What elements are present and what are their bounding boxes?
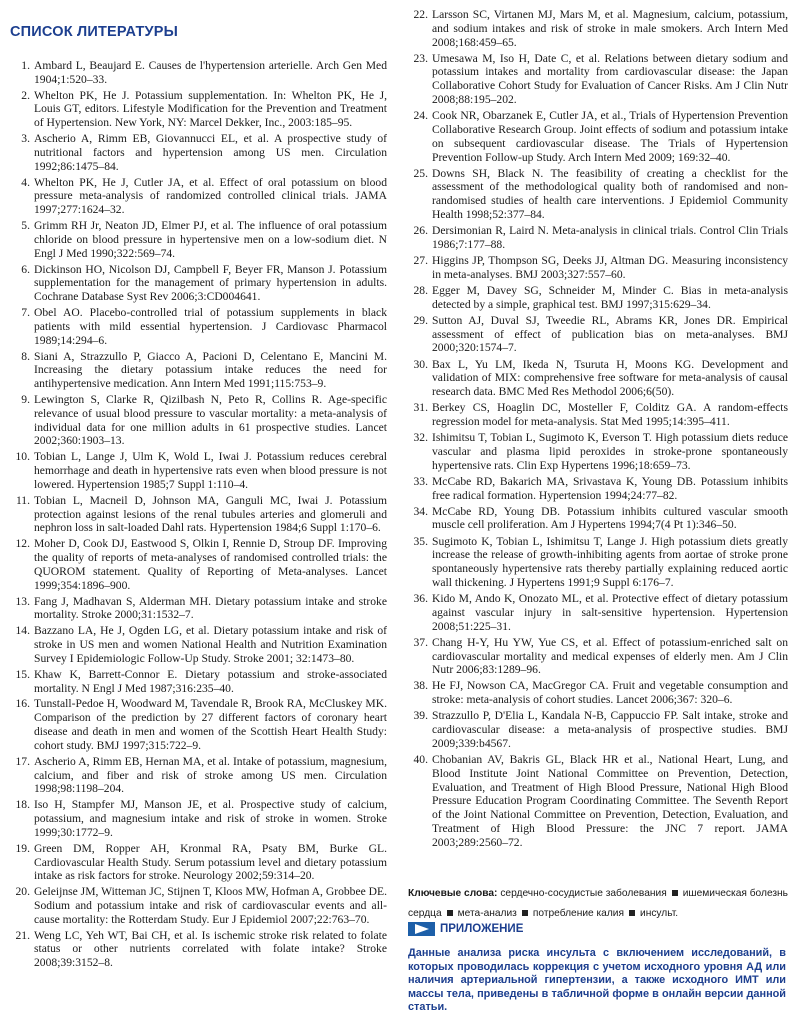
reference-number: 8. xyxy=(21,349,30,363)
reference-text: Iso H, Stampfer MJ, Manson JE, et al. Prospective study of calcium, potassium, and magnesium intake and risk of stroke in women. Stroke 1999;30:1772–9. xyxy=(34,798,387,839)
reference-item xyxy=(408,505,788,533)
left-column xyxy=(10,24,387,972)
reference-text: Green DM, Ropper AH, Kronmal RA, Psaty BM, Burke GL. Cardiovascular Health Study. Serum potassium level and dietary potassium intake as risk factors for stroke. Neurology 2002;59:314–20. xyxy=(34,841,387,883)
reference-text: Whelton PK, He J, Cutler JA, et al. Effect of oral potassium on blood pressure meta-analysis of randomized controlled clinical trials. JAMA 1997;277:1624–32. xyxy=(34,175,387,217)
reference-item xyxy=(10,595,387,623)
reference-number: 35. xyxy=(413,534,428,548)
reference-number: 19. xyxy=(15,841,30,855)
reference-text: Fang J, Madhavan S, Alderman MH. Dietary potassium intake and stroke mortality. Stroke 2000;31:1532–7. xyxy=(34,594,387,622)
reference-text: Strazzullo P, D'Elia L, Kandala N-B, Cappuccio FP. Salt intake, stroke and cardiovascular disease: a meta-analysis of prospective studies. BMJ 2009;339:b4567. xyxy=(432,709,788,750)
square-bullet-icon xyxy=(522,910,528,916)
reference-item xyxy=(408,8,788,49)
keywords-block xyxy=(408,884,790,924)
references-heading: СПИСОК ЛИТЕРАТУРЫ xyxy=(10,24,178,40)
reference-number: 22. xyxy=(413,8,428,21)
reference-text: Tobian L, Lange J, Ulm K, Wold L, Iwai J. Potassium reduces cerebral hemorrhage and death in hypertensive rats even when blood pressure is not lowered. Hypertension 1985;7 Suppl 1:110–4. xyxy=(34,450,387,491)
reference-item xyxy=(408,753,788,850)
reference-text: Ascherio A, Rimm EB, Giovannucci EL, et al. A prospective study of nutritional factors and hypertension among US men. Circulation 1992;86:1475–84. xyxy=(34,132,387,173)
reference-number: 34. xyxy=(413,504,428,518)
reference-item xyxy=(408,284,788,312)
reference-item xyxy=(10,132,387,173)
keyword: мета-анализ xyxy=(457,908,517,919)
reference-text: He FJ, Nowson CA, MacGregor CA. Fruit and vegetable consumption and stroke: meta-analysis of cohort studies. Lancet 2006;367: 320–6. xyxy=(432,679,788,707)
reference-number: 3. xyxy=(21,132,30,146)
reference-number: 31. xyxy=(413,401,428,415)
reference-item xyxy=(408,709,788,750)
reference-item xyxy=(408,679,788,707)
reference-text: McCabe RD, Young DB. Potassium inhibits cultured vascular smooth muscle cell proliferation. Am J Hypertens 1994;7(4 Pt 1):346–50. xyxy=(432,504,788,532)
keyword: ишемическая болезнь сердца xyxy=(408,888,788,919)
reference-text: Dickinson HO, Nicolson DJ, Campbell F, Beyer FR, Manson J. Potassium supplementation for the management of primary hypertension in adults. Cochrane Database Syst Rev 2006;3:CD004641. xyxy=(34,262,387,304)
reference-item xyxy=(408,358,788,399)
square-bullet-icon xyxy=(629,910,635,916)
reference-item xyxy=(408,592,788,633)
reference-text: Downs SH, Black N. The feasibility of creating a checklist for the assessment of the methodological quality both of randomised and non-randomised studies of health care interventions. J Epidemiol Community Health 1998;52:377–84. xyxy=(432,166,788,222)
reference-text: McCabe RD, Bakarich MA, Srivastava K, Young DB. Potassium inhibits free radical formation. Hypertension 1994;24:77–82. xyxy=(432,474,788,502)
reference-text: Kido M, Ando K, Onozato ML, et al. Protective effect of dietary potassium against vascular injury in salt-sensitive hypertension. Hypertension 2008;51:225–31. xyxy=(432,592,788,633)
reference-number: 36. xyxy=(413,592,428,606)
reference-text: Khaw K, Barrett-Connor E. Dietary potassium and stroke-associated mortality. N Engl J Med 1987;316:235–40. xyxy=(34,667,387,695)
reference-text: Berkey CS, Hoaglin DC, Mosteller F, Colditz GA. A random-effects regression model for meta-analysis. Stat Med 1995;14:395–411. xyxy=(432,401,788,428)
reference-item xyxy=(10,842,387,883)
reference-text: Sutton AJ, Duval SJ, Tweedie RL, Abrams KR, Jones DR. Empirical assessment of effect of publication bias on meta-analyses. BMJ 2000;320:1574–7. xyxy=(432,313,788,355)
reference-number: 14. xyxy=(15,624,30,638)
reference-number: 5. xyxy=(21,219,30,233)
reference-text: Moher D, Cook DJ, Eastwood S, Olkin I, Rennie D, Stroup DF. Improving the quality of reports of meta-analyses of randomised controlled trials: the QUOROM statement. Quality of Reporting of Meta-analyses. Lancet 1999;354:1896–900. xyxy=(34,537,387,592)
reference-item xyxy=(10,89,387,130)
reference-item xyxy=(408,636,788,677)
reference-text: Cook NR, Obarzanek E, Cutler JA, et al., Trials of Hypertension Prevention Collaborative Research Group. Joint effects of sodium and potassium intake on subsequent cardiovascular disease. The Trials of Hypertension Prevention Follow-up Study. Arch Intern Med 2009; 169:32–40. xyxy=(432,109,788,164)
reference-item xyxy=(10,929,387,970)
reference-item xyxy=(408,431,788,472)
reference-number: 27. xyxy=(413,254,428,268)
reference-number: 26. xyxy=(413,224,428,238)
reference-number: 18. xyxy=(15,798,30,812)
appendix-header xyxy=(408,921,523,937)
reference-number: 2. xyxy=(21,88,30,102)
reference-number: 33. xyxy=(413,474,428,488)
reference-item xyxy=(10,494,387,535)
reference-number: 16. xyxy=(15,697,30,711)
appendix-label: ПРИЛОЖЕНИЕ xyxy=(440,923,524,935)
reference-item xyxy=(10,537,387,592)
reference-number: 12. xyxy=(15,537,30,551)
reference-list-left xyxy=(10,59,387,970)
reference-number: 1. xyxy=(21,59,30,72)
reference-text: Egger M, Davey SG, Schneider M, Minder C. Bias in meta-analysis detected by a simple, graphical test. BMJ 1997;315:629–34. xyxy=(432,283,788,311)
reference-item xyxy=(10,755,387,796)
reference-number: 13. xyxy=(15,594,30,608)
reference-item xyxy=(10,219,387,260)
arrow-right-icon xyxy=(408,922,435,936)
keyword: сердечно-сосудистые заболевания xyxy=(500,888,667,899)
reference-text: Tobian L, Macneil D, Johnson MA, Ganguli MC, Iwai J. Potassium protection against lesions of the renal tubules arteries and glomeruli and nephron loss in salt-loaded Dahl rats. Hypertension 1984;6 Suppl 1:170–6. xyxy=(34,493,387,535)
reference-number: 7. xyxy=(21,306,30,320)
reference-item xyxy=(10,306,387,347)
reference-item xyxy=(408,535,788,590)
reference-item xyxy=(10,263,387,304)
reference-number: 28. xyxy=(413,283,428,297)
reference-number: 39. xyxy=(413,709,428,723)
reference-number: 20. xyxy=(15,885,30,899)
reference-number: 23. xyxy=(413,51,428,65)
reference-item xyxy=(10,393,387,448)
reference-number: 37. xyxy=(413,635,428,649)
reference-number: 15. xyxy=(15,667,30,681)
appendix-text: Данные анализа риска инсульта с включением исследований, в которых проводилась коррекция с учетом исходного уровня АД или наличия артериальной гипертензии, а также исходного ИМТ или массы тела, приведены в табличной форме в онлайн версии данной статьи. xyxy=(408,947,786,1014)
reference-item xyxy=(10,697,387,752)
reference-number: 38. xyxy=(413,679,428,693)
reference-text: Bazzano LA, He J, Ogden LG, et al. Dietary potassium intake and risk of stroke in US men and women National Health and Nutrition Examination Survey I Epidemiologic Follow-Up Study. Stroke 2001; 32:1473–80. xyxy=(34,624,387,665)
reference-text: Geleijnse JM, Witteman JC, Stijnen T, Kloos MW, Hofman A, Grobbee DE. Sodium and potassium intake and risk of cardiovascular events and all-cause mortality: the Rotterdam Study. Eur J Epidemiol 2007;22:763–70. xyxy=(34,885,388,926)
keyword: инсульт. xyxy=(640,908,679,919)
reference-number: 24. xyxy=(413,109,428,123)
reference-text: Umesawa M, Iso H, Date C, et al. Relations between dietary sodium and potassium intakes and mortality from cardiovascular disease: the Japan Collaborative Cohort Study for Evaluation of Cancer Risks. Am J Clin Nutr 2008;88:195–202. xyxy=(432,51,788,107)
reference-text: Ambard L, Beaujard E. Causes de l'hypertension arterielle. Arch Gen Med 1904;1:520–33. xyxy=(34,59,387,86)
reference-number: 17. xyxy=(15,754,30,768)
reference-text: Ascherio A, Rimm EB, Hernan MA, et al. Intake of potassium, magnesium, calcium, and fiber and risk of stroke among US men. Circulation 1998;98:1198–204. xyxy=(34,754,387,796)
square-bullet-icon xyxy=(672,890,678,896)
reference-item xyxy=(408,167,788,222)
keyword: потребление калия xyxy=(532,908,624,919)
reference-item xyxy=(10,176,387,217)
reference-item xyxy=(10,885,387,926)
reference-item xyxy=(10,59,387,87)
reference-number: 9. xyxy=(21,393,30,407)
reference-item xyxy=(408,224,788,252)
keywords-label: Ключевые слова: xyxy=(408,888,498,899)
reference-number: 6. xyxy=(21,262,30,276)
reference-item xyxy=(408,109,788,164)
reference-item xyxy=(10,668,387,696)
reference-text: Dersimonian R, Laird N. Meta-analysis in clinical trials. Control Clin Trials 1986;7:177–88. xyxy=(432,224,788,251)
reference-item xyxy=(10,350,387,391)
reference-item xyxy=(408,254,788,282)
reference-text: Sugimoto K, Tobian L, Ishimitsu T, Lange J. High potassium diets greatly increase the release of growth-inhibiting agents from aortae of stroke prone spontaneously hypertensive rats thereby partially explaining reduced aortic wall thickening. J Hypertens 1991;9 Suppl 6:176–7. xyxy=(432,534,788,589)
reference-number: 21. xyxy=(15,928,30,942)
reference-item xyxy=(408,475,788,503)
reference-number: 10. xyxy=(15,450,30,464)
reference-number: 11. xyxy=(15,493,30,507)
reference-text: Lewington S, Clarke R, Qizilbash N, Peto R, Collins R. Age-specific relevance of usual blood pressure to vascular mortality: a meta-analysis of individual data for one million adults in 61 prospective studies. Lancet 2002;360:1903–13. xyxy=(34,393,387,448)
reference-text: Ishimitsu T, Tobian L, Sugimoto K, Everson T. High potassium diets reduce vascular and plasma lipid peroxides in stroke-prone spontaneously hypertensive rats. Clin Exp Hypertens 1996;18:659–73. xyxy=(432,431,788,472)
reference-text: Larsson SC, Virtanen MJ, Mars M, et al. Magnesium, calcium, potassium, and sodium intakes and risk of stroke in male smokers. Arch Intern Med 2008;168:459–65. xyxy=(432,8,788,49)
reference-text: Chobanian AV, Bakris GL, Black HR et al., National Heart, Lung, and Blood Institute Joint National Committee on Prevention, Detection, Evaluation, and Treatment of High Blood Pressure, National High Blood Pressure Education Program Coordinating Committee. The Seventh Report of the Joint National Committee on Prevention, Detection, Evaluation, and Treatment of High Blood Pressure: the JNC 7 report. JAMA 2003;289:2560–72. xyxy=(432,752,788,849)
reference-text: Higgins JP, Thompson SG, Deeks JJ, Altman DG. Measuring inconsistency in meta-analyses. BMJ 2003;327:557–60. xyxy=(432,254,788,281)
reference-item xyxy=(10,450,387,491)
reference-text: Tunstall-Pedoe H, Woodward M, Tavendale R, Brook RA, McCluskey MK. Comparison of the prediction by 27 different factors of coronary heart disease and death in men and women of the Scottish Heart Health Study: cohort study. BMJ 1997;315:722–9. xyxy=(34,697,387,752)
reference-number: 40. xyxy=(413,752,428,766)
reference-number: 32. xyxy=(413,431,428,445)
reference-number: 4. xyxy=(21,175,30,189)
reference-text: Weng LC, Yeh WT, Bai CH, et al. Is ischemic stroke risk related to folate status or other nutrients correlated with folate intake? Stroke 2008;39:3152–8. xyxy=(34,928,387,970)
reference-number: 30. xyxy=(413,357,428,371)
reference-text: Siani A, Strazzullo P, Giacco A, Pacioni D, Celentano E, Mancini M. Increasing the dietary potassium intake reduces the need for antihypertensive medication. Ann Intern Med 1991;115:753–9. xyxy=(34,349,387,391)
reference-item xyxy=(10,624,387,665)
reference-text: Grimm RH Jr, Neaton JD, Elmer PJ, et al. The influence of oral potassium chloride on blood pressure in hypertensive men on a low-sodium diet. N Engl J Med 1990;322:569–74. xyxy=(34,219,387,260)
reference-text: Obel AO. Placebo-controlled trial of potassium supplements in black patients with mild essential hypertension. J Cardiovasc Pharmacol 1989;14:294–6. xyxy=(34,306,387,347)
reference-item xyxy=(408,401,788,429)
reference-number: 29. xyxy=(413,313,428,327)
reference-text: Whelton PK, He J. Potassium supplementation. In: Whelton PK, He J, Louis GT, editors. Lifestyle Modification for the Prevention and Treatment of Hypertension. New York, NY: Marcel Dekker, Inc., 2003:185–95. xyxy=(34,88,387,130)
reference-list-right xyxy=(408,8,788,850)
square-bullet-icon xyxy=(447,910,453,916)
reference-item xyxy=(10,798,387,839)
reference-item xyxy=(408,52,788,107)
reference-text: Bax L, Yu LM, Ikeda N, Tsuruta H, Moons KG. Development and validation of MIX: comprehensive free software for meta-analysis of causal research data. BMC Med Res Methodol 2006;6(50). xyxy=(432,357,788,399)
reference-number: 25. xyxy=(413,166,428,180)
reference-item xyxy=(408,314,788,355)
reference-text: Chang H-Y, Hu YW, Yue CS, et al. Effect of potassium-enriched salt on cardiovascular mortality and medical expenses of elderly men. Am J Clin Nutr 2006;83:1289–96. xyxy=(432,635,788,677)
right-column xyxy=(408,8,788,852)
